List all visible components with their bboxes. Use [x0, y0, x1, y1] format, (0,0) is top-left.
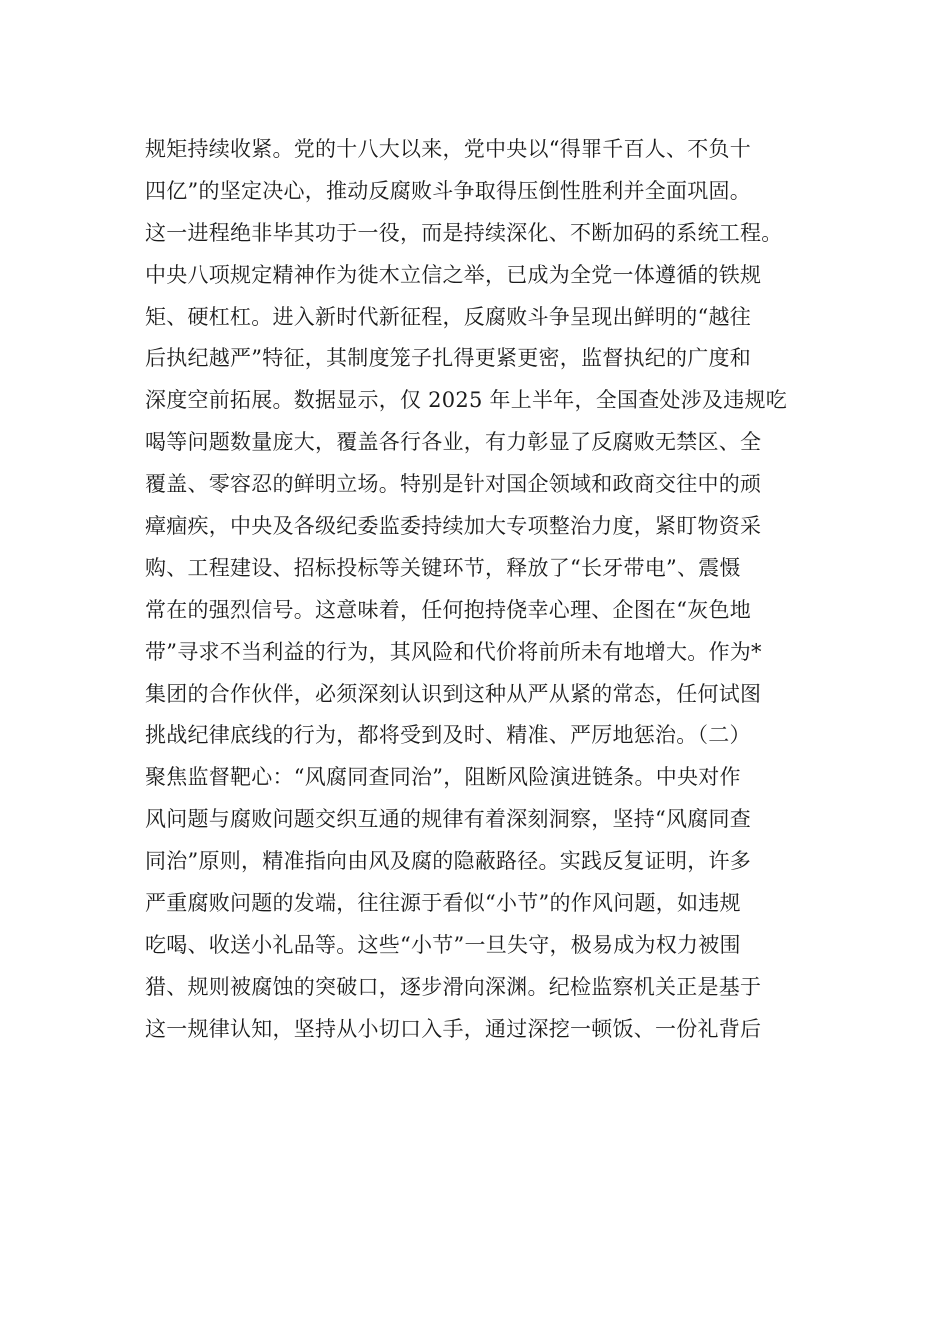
body-text — [145, 129, 825, 1051]
text-line: 同治”原则，精准指向由风及腐的隐蔽路径。实践反复证明，许多 — [145, 849, 751, 874]
text-line: 猎、规则被腐蚀的突破口，逐步滑向深渊。纪检监察机关正是基于 — [145, 974, 762, 999]
text-line: 购、工程建设、招标投标等关键环节，释放了“长牙带电”、震慑 — [145, 555, 741, 580]
text-line: 后执纪越严”特征，其制度笼子扎得更紧更密，监督执纪的广度和 — [145, 346, 751, 371]
text-line: 常在的强烈信号。这意味着，任何抱持侥幸心理、企图在“灰色地 — [145, 597, 751, 622]
text-line: 挑战纪律底线的行为，都将受到及时、精准、严厉地惩治。（二） — [145, 723, 751, 748]
text-line: 严重腐败问题的发端，往往源于看似“小节”的作风问题，如违规 — [145, 891, 741, 916]
text-line: 吃喝、收送小礼品等。这些“小节”一旦失守，极易成为权力被围 — [145, 932, 741, 957]
text-line: 中央八项规定精神作为徙木立信之举，已成为全党一体遵循的铁规 — [145, 262, 762, 287]
text-line: 矩、硬杠杠。进入新时代新征程，反腐败斗争呈现出鲜明的“越往 — [145, 304, 751, 329]
text-line: 这一进程绝非毕其功于一役，而是持续深化、不断加码的系统工程。 — [145, 220, 783, 245]
text-line: 风问题与腐败问题交织互通的规律有着深刻洞察，坚持“风腐同查 — [145, 807, 751, 832]
text-line: 深度空前拓展。数据显示，仅 2025 年上半年，全国查处涉及违规吃 — [145, 388, 788, 413]
text-line: 规矩持续收紧。党的十八大以来，党中央以“得罪千百人、不负十 — [145, 137, 751, 161]
text-line: 覆盖、零容忍的鲜明立场。特别是针对国企领域和政商交往中的顽 — [145, 472, 762, 497]
text-line: 聚焦监督靶心：“风腐同查同治”，阻断风险演进链条。中央对作 — [145, 765, 741, 790]
text-line: 带”寻求不当利益的行为，其风险和代价将前所未有地增大。作为* — [145, 639, 762, 664]
text-line: 瘴痼疾，中央及各级纪委监委持续加大专项整治力度，紧盯物资采 — [145, 514, 762, 539]
text-line: 集团的合作伙伴，必须深刻认识到这种从严从紧的常态，任何试图 — [145, 681, 762, 706]
text-line: 喝等问题数量庞大，覆盖各行各业，有力彰显了反腐败无禁区、全 — [145, 430, 762, 455]
text-line: 这一规律认知，坚持从小切口入手，通过深挖一顿饭、一份礼背后 — [145, 1016, 762, 1041]
text-line: 四亿”的坚定决心，推动反腐败斗争取得压倒性胜利并全面巩固。 — [145, 178, 751, 203]
